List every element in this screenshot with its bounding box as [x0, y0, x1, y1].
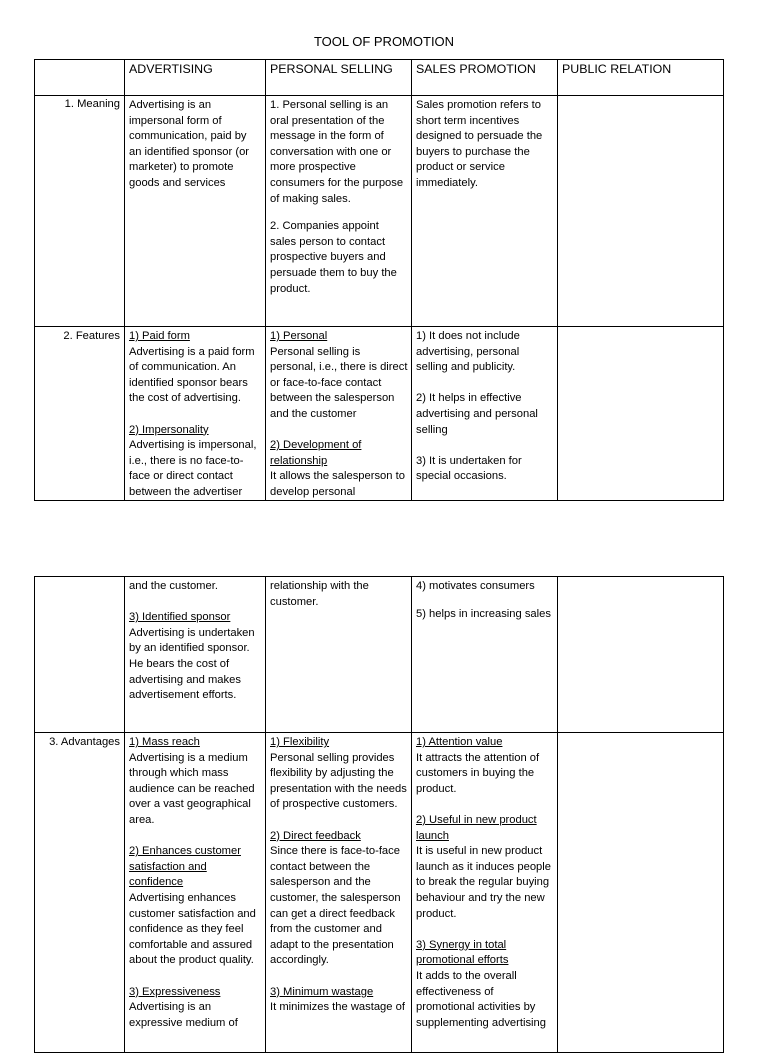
features-personal-selling	[266, 327, 412, 501]
advantage-heading: 1) Mass reach	[129, 736, 200, 748]
header-public-relation: PUBLIC RELATION	[558, 60, 724, 96]
document-title: TOOL OF PROMOTION	[313, 34, 455, 49]
advantage-heading: 1) Attention value	[416, 736, 503, 748]
features-cont-public-relation	[558, 577, 724, 733]
feature-point: 3) It is undertaken for special occasions.	[416, 454, 522, 483]
feature-heading: 3) Identified sponsor	[129, 611, 231, 624]
features-public-relation	[558, 327, 724, 501]
meaning-advertising: Advertising is an impersonal form of communication, paid by an identified sponsor (or marketer) to promote goods and services	[125, 96, 266, 327]
row-label-empty	[35, 577, 125, 733]
advantage-heading: 3) Synergy in total promotional efforts	[416, 938, 509, 967]
row-meaning	[35, 96, 724, 327]
advantage-text: Personal selling provides flexibility by adjusting the presentation with the needs of prospective customers.	[270, 751, 407, 811]
row-label-advantages: 3. Advantages	[35, 733, 125, 1053]
row-label-features: 2. Features	[35, 327, 125, 501]
feature-heading: 2) Development of relationship	[270, 439, 362, 467]
feature-point: 1) It does not include advertising, personal selling and publicity.	[416, 330, 520, 374]
advantages-advertising	[125, 733, 266, 1053]
header-empty	[35, 60, 125, 96]
meaning-personal-selling	[266, 96, 412, 327]
meaning-personal-selling-point-1: 1. Personal selling is an oral presentation of the message in the form of conversation with one or more prospective consumers for the purpose of making sales.	[270, 99, 404, 205]
advantage-text: Since there is face-to-face contact between the salesperson and the customer, the salesperson can get a direct feedback from the customer and adapt to the presentation accordingly.	[270, 845, 401, 967]
advantage-text: Advertising is a medium through which mass audience can be reached over a vast geographical area.	[129, 751, 255, 826]
features-advertising	[125, 327, 266, 501]
meaning-sales-promotion: Sales promotion refers to short term incentives designed to persuade the buyers to purchase the product or service immediately.	[412, 96, 558, 327]
features-cont-advertising	[125, 577, 266, 733]
feature-text: Advertising is undertaken by an identified sponsor. He bears the cost of advertising and makes advertisement efforts.	[129, 626, 255, 702]
advantage-text: Advertising enhances customer satisfaction and confidence as they feel comfortable and assured about the product quality.	[129, 891, 256, 967]
features-sales-promotion	[412, 327, 558, 501]
advantage-heading: 2) Enhances customer satisfaction and confidence	[129, 845, 241, 889]
advantage-text: It is useful in new product launch as it induces people to break the regular buying behaviour and try the new product.	[416, 845, 551, 920]
advantages-sales-promotion	[412, 733, 558, 1053]
meaning-personal-selling-point-2: 2. Companies appoint sales person to contact prospective buyers and persuade them to buy the product.	[270, 220, 397, 295]
advantage-text: It minimizes the wastage of	[270, 1001, 405, 1014]
feature-point: 4) motivates consumers	[416, 580, 535, 592]
feature-point: 2) It helps in effective advertising and personal selling	[416, 392, 538, 436]
promotion-table-part-2	[34, 576, 724, 1053]
header-personal-selling: PERSONAL SELLING	[266, 60, 412, 96]
advantage-heading: 3) Expressiveness	[129, 985, 221, 998]
feature-heading: 1) Paid form	[129, 330, 190, 342]
feature-text: Personal selling is personal, i.e., there is direct or face-to-face contact between the salesperson and the customer	[270, 345, 408, 420]
advantage-text: Advertising is an expressive medium of	[129, 1001, 238, 1029]
promotion-table-part-1	[34, 59, 724, 501]
advantage-text: It attracts the attention of customers in buying the product.	[416, 751, 540, 795]
advantage-heading: 2) Direct feedback	[270, 829, 361, 842]
advantage-heading: 2) Useful in new product launch	[416, 813, 537, 842]
advantages-public-relation	[558, 733, 724, 1053]
feature-text: Advertising is a paid form of communication. An identified sponsor bears the cost of advertising.	[129, 345, 255, 405]
features-cont-personal-selling: relationship with the customer.	[266, 577, 412, 733]
advantage-text: It adds to the overall effectiveness of promotional activities by supplementing advertising	[416, 969, 546, 1029]
feature-heading: 2) Impersonality	[129, 423, 209, 436]
header-row	[35, 60, 724, 96]
row-label-meaning: 1. Meaning	[35, 96, 125, 327]
advantages-personal-selling	[266, 733, 412, 1053]
header-sales-promotion: SALES PROMOTION	[412, 60, 558, 96]
advantage-heading: 1) Flexibility	[270, 736, 330, 748]
feature-point: 5) helps in increasing sales	[416, 607, 551, 620]
header-advertising: ADVERTISING	[125, 60, 266, 96]
feature-text: It allows the salesperson to develop personal	[270, 470, 405, 498]
features-cont-sales-promotion	[412, 577, 558, 733]
feature-text: and the customer.	[129, 580, 218, 592]
advantage-heading: 3) Minimum wastage	[270, 985, 374, 998]
feature-heading: 1) Personal	[270, 330, 328, 342]
row-features-continued	[35, 577, 724, 733]
meaning-public-relation	[558, 96, 724, 327]
feature-text: Advertising is impersonal, i.e., there is no face-to-face or direct contact between the advertiser	[129, 439, 257, 498]
row-advantages	[35, 733, 724, 1053]
row-features	[35, 327, 724, 501]
